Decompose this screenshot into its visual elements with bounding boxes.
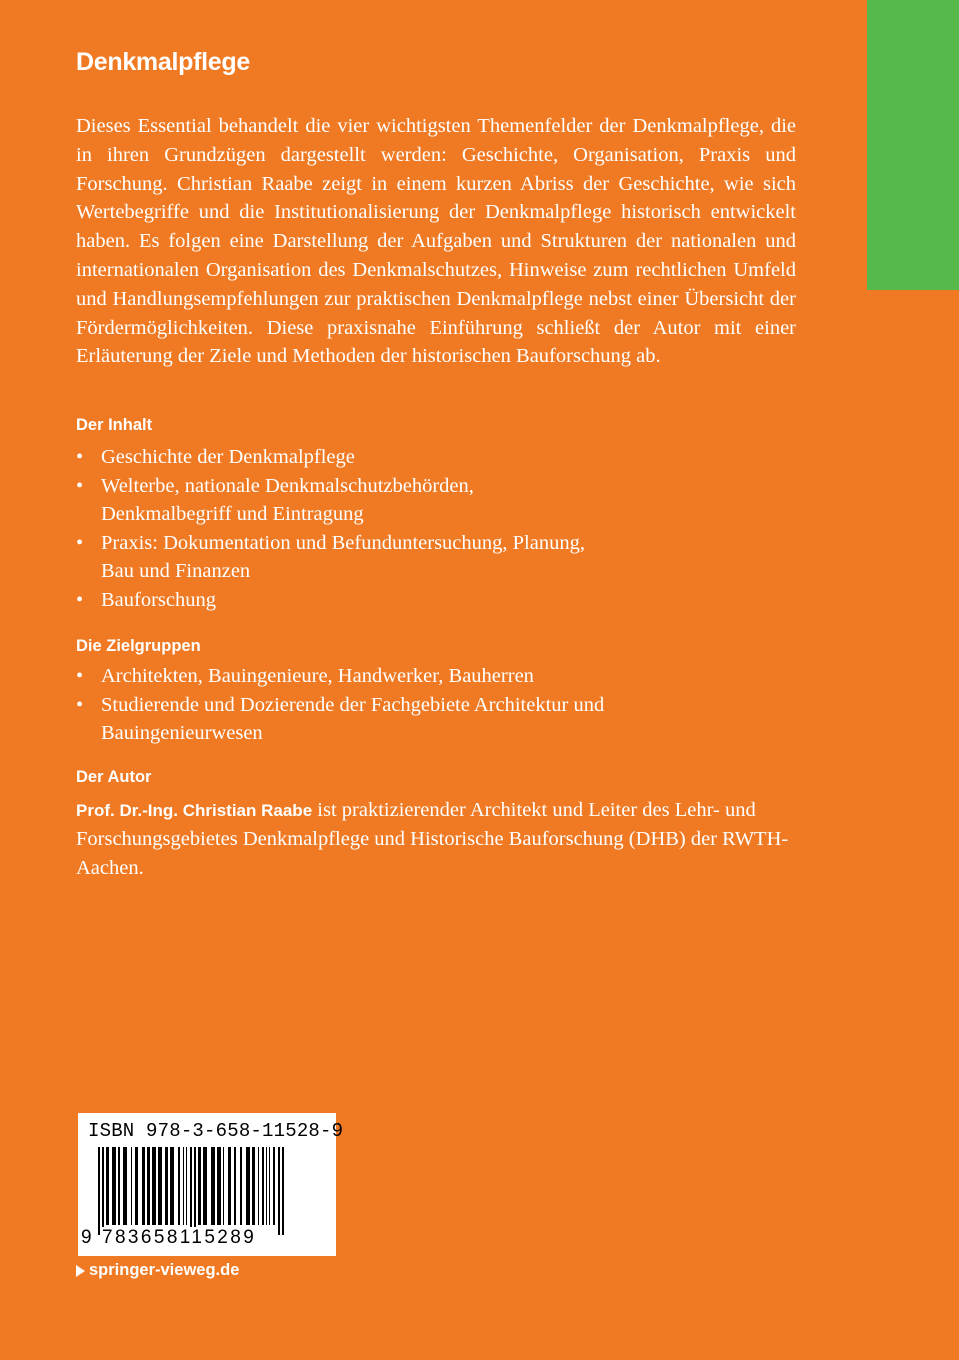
barcode-bar — [234, 1147, 236, 1225]
barcode-bar — [194, 1147, 196, 1235]
barcode-bar — [262, 1147, 264, 1225]
zielgruppen-heading: Die Zielgruppen — [76, 637, 201, 655]
barcode-bar — [228, 1147, 231, 1225]
barcode-bar — [98, 1147, 100, 1235]
barcode-bar — [165, 1147, 168, 1225]
bullet-icon: • — [76, 474, 84, 497]
barcode-bar — [186, 1147, 187, 1225]
barcode-bar — [170, 1147, 174, 1225]
book-title: Denkmalpflege — [76, 48, 250, 76]
author-bio: ist praktizierender Architekt und Leiter des Lehr- und Forschungsgebietes Denkmalpflege und Historische Bauforschung (DHB) der RWTH-Aachen. — [76, 799, 789, 879]
barcode-bar — [266, 1147, 267, 1225]
barcode-bar — [178, 1147, 180, 1225]
bullet-icon: • — [76, 446, 84, 468]
barcode-bar — [106, 1147, 109, 1225]
barcode-bar — [273, 1147, 275, 1225]
list-item: • Bauforschung — [76, 586, 596, 615]
website-label: springer-vieweg.de — [89, 1261, 240, 1279]
barcode-bar — [118, 1147, 120, 1225]
list-item: • Architekten, Bauingenieure, Handwerker, Bauherren — [76, 662, 676, 691]
bullet-icon: • — [76, 588, 84, 611]
inhalt-heading: Der Inhalt — [76, 416, 153, 434]
website-link[interactable] — [76, 1261, 239, 1280]
barcode-bar — [123, 1147, 127, 1225]
barcode-bar — [142, 1147, 145, 1225]
barcode-bar — [135, 1147, 138, 1225]
triangle-right-icon — [76, 1265, 85, 1277]
isbn-barcode — [78, 1113, 344, 1256]
barcode-bar — [147, 1147, 150, 1225]
barcode-bar — [190, 1147, 192, 1235]
barcode-bar — [198, 1147, 201, 1225]
list-item: • Geschichte der Denkmalpflege — [76, 443, 596, 472]
ean-digits: 783658115289 — [102, 1227, 257, 1248]
barcode-bar — [240, 1147, 242, 1225]
barcode-bar — [102, 1147, 104, 1235]
author-paragraph — [76, 796, 792, 883]
barcode-bar — [278, 1147, 280, 1235]
inhalt-list — [76, 443, 596, 615]
barcode-bar — [252, 1147, 255, 1225]
barcode-bar — [112, 1147, 116, 1225]
isbn-label: ISBN 978-3-658-11528-9 — [88, 1120, 344, 1142]
list-item: • Studierende und Dozierende der Fachgebiete Architektur und Bauingenieurwesen — [76, 691, 676, 748]
author-name: Prof. Dr.-Ing. Christian Raabe — [76, 801, 313, 820]
barcode-bar — [258, 1147, 259, 1225]
list-item: • Praxis: Dokumentation und Befunduntersuchung, Planung, Bau und Finanzen — [76, 529, 596, 586]
green-accent-tab — [867, 0, 959, 290]
list-item: • Welterbe, nationale Denkmalschutzbehörden, Denkmalbegriff und Eintragung — [76, 472, 596, 529]
barcode-bar — [203, 1147, 207, 1225]
barcode-bar — [269, 1147, 270, 1225]
barcode-bar — [217, 1147, 221, 1225]
zielgruppen-list — [76, 662, 676, 748]
barcode-bar — [282, 1147, 284, 1235]
intro-paragraph: Dieses Essential behandelt die vier wichtigsten Themenfelder der Denkmalpflege, die in ihren Grundzügen dargestellt werden: Geschichte, Organisation, Praxis und Forschung. Christian Raabe zeigt in einem kurzen Abriss der Geschichte, wie sich Wertebegriffe und die Institutionalisierung der Denkmalpflege historisch entwickelt haben. Es folgen eine Darstellung der Aufgaben und Strukturen der nationalen und internationalen Organisation des Denkmalschutzes, Hinweise zum rechtlichen Umfeld und Handlungsempfehlungen zur praktischen Denkmalpflege nebst einer Übersicht der Fördermöglichkeiten. Diese praxisnahe Einführung schließt der Autor mit einer Erläuterung der Ziele und Methoden der historischen Bauforschung ab. — [76, 115, 796, 368]
barcode-bar — [131, 1147, 132, 1225]
barcode-bar — [223, 1147, 224, 1225]
barcode-bar — [183, 1147, 184, 1225]
autor-heading: Der Autor — [76, 768, 152, 786]
ean-first-digit: 9 — [81, 1227, 92, 1248]
barcode-bar — [152, 1147, 156, 1225]
barcode-bar — [158, 1147, 162, 1225]
bullet-icon: • — [76, 693, 84, 716]
bullet-icon: • — [76, 665, 84, 687]
barcode-bar — [211, 1147, 215, 1225]
barcode-bar — [246, 1147, 250, 1225]
bullet-icon: • — [76, 531, 84, 554]
